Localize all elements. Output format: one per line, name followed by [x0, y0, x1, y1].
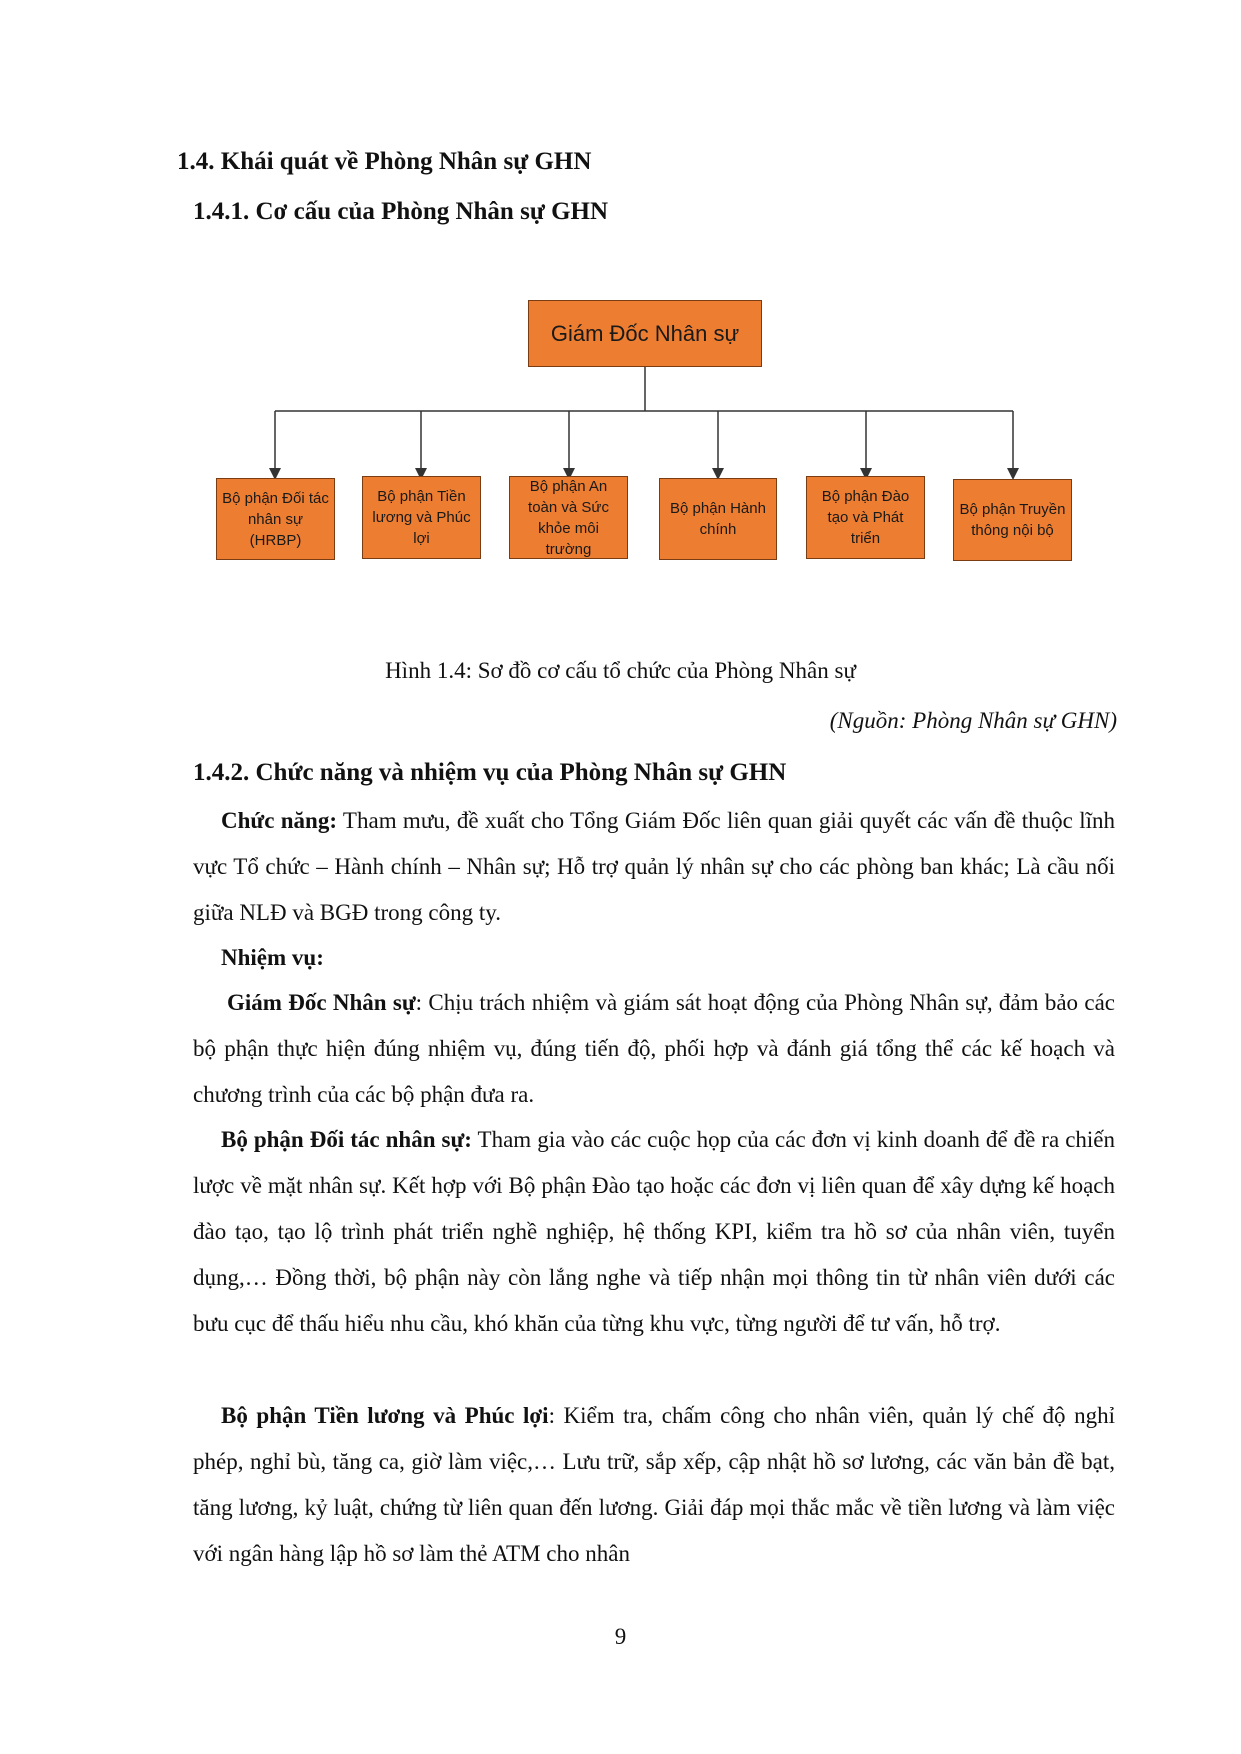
paragraph-duties-heading	[193, 935, 1115, 981]
org-box-safety: Bộ phận An toàn và Sức khỏe môi trường	[509, 476, 628, 559]
figure-source: (Nguồn: Phòng Nhân sự GHN)	[829, 708, 1117, 733]
subsection-heading-structure: 1.4.1. Cơ cấu của Phòng Nhân sự GHN	[193, 198, 609, 225]
label-functions: Chức năng:	[221, 808, 337, 833]
section-heading: 1.4. Khái quát về Phòng Nhân sự GHN	[177, 148, 592, 175]
paragraph-functions	[193, 798, 1115, 936]
label-hrbp: Bộ phận Đối tác nhân sự:	[221, 1127, 472, 1152]
org-box-communications: Bộ phận Truyền thông nội bộ	[953, 479, 1072, 561]
org-box-payroll: Bộ phận Tiền lương và Phúc lợi	[362, 476, 481, 559]
page-number: 9	[614, 1624, 627, 1649]
figure-caption: Hình 1.4: Sơ đồ cơ cấu tổ chức của Phòng Nhân sự	[385, 658, 856, 683]
text-payroll: : Kiểm tra, chấm công cho nhân viên, quản lý chế độ nghỉ phép, nghỉ bù, tăng ca, giờ làm việc,… Lưu trữ, sắp xếp, cập nhật hồ sơ lương, các văn bản đề bạt, tăng lương, kỷ luật, chứng từ liên quan đến lương. Giải đáp mọi thắc mắc về tiền lương và làm việc với ngân hàng lập hồ sơ làm thẻ ATM cho nhân	[193, 1403, 1115, 1566]
org-box-training: Bộ phận Đào tạo và Phát triển	[806, 476, 925, 559]
org-box-root: Giám Đốc Nhân sự	[528, 300, 762, 367]
text-hr-director: : Chịu trách nhiệm và giám sát hoạt động của Phòng Nhân sự, đảm bảo các bộ phận thực hiện đúng nhiệm vụ, đúng tiến độ, phối hợp và đánh giá tổng thể các kế hoạch và chương trình của các bộ phận đưa ra.	[193, 990, 1115, 1107]
label-payroll: Bộ phận Tiền lương và Phúc lợi	[221, 1403, 549, 1428]
label-duties: Nhiệm vụ:	[221, 945, 324, 970]
org-box-hrbp: Bộ phận Đối tác nhân sự (HRBP)	[216, 478, 335, 560]
label-hr-director: Giám Đốc Nhân sự	[227, 990, 416, 1015]
text-hrbp: Tham gia vào các cuộc họp của các đơn vị kinh doanh để đề ra chiến lược về mặt nhân sự. Kết hợp với Bộ phận Đào tạo hoặc các đơn vị liên quan để xây dựng kế hoạch đào tạo, tạo lộ trình phát triển nghề nghiệp, hệ thống KPI, kiểm tra hồ sơ của nhân viên, tuyển dụng,… Đồng thời, bộ phận này còn lắng nghe và tiếp nhận mọi thông tin từ nhân viên dưới các bưu cục để thấu hiểu nhu cầu, khó khăn của từng khu vực, từng người để tư vấn, hỗ trợ.	[193, 1127, 1115, 1336]
text-functions: Tham mưu, đề xuất cho Tổng Giám Đốc liên quan giải quyết các vấn đề thuộc lĩnh vực Tổ chức – Hành chính – Nhân sự; Hỗ trợ quản lý nhân sự cho các phòng ban khác; Là cầu nối giữa NLĐ và BGĐ trong công ty.	[193, 808, 1115, 925]
paragraph-payroll	[193, 1393, 1115, 1577]
org-box-admin: Bộ phận Hành chính	[659, 478, 777, 560]
subsection-heading-functions: 1.4.2. Chức năng và nhiệm vụ của Phòng Nhân sự GHN	[193, 759, 787, 786]
paragraph-hrbp	[193, 1117, 1115, 1347]
paragraph-hr-director	[193, 980, 1115, 1118]
